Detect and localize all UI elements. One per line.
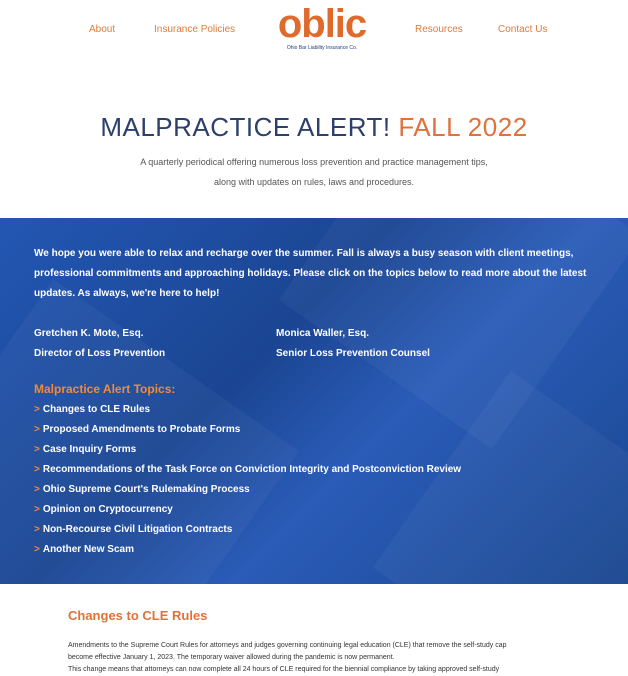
chevron-right-icon: > <box>34 404 40 415</box>
chevron-right-icon: > <box>34 464 40 475</box>
nav-about[interactable]: About <box>89 24 116 35</box>
topic-link-probate-forms[interactable] <box>34 420 461 440</box>
topic-link-rulemaking[interactable] <box>34 480 461 500</box>
subtitle-line-1: A quarterly periodical offering numerous loss prevention and practice management tips, <box>140 157 488 167</box>
section-body-line: become effective January 1, 2023. The temporary waiver allowed during the pandemic is now permanent. <box>68 654 395 661</box>
page-title <box>0 112 628 143</box>
topic-link-case-inquiry[interactable] <box>34 440 461 460</box>
topics-list <box>34 400 461 560</box>
topic-label: Non-Recourse Civil Litigation Contracts <box>42 524 233 535</box>
signature-mote <box>34 324 165 364</box>
subtitle-line-2: along with updates on rules, laws and procedures. <box>213 177 415 187</box>
topics-heading: Malpractice Alert Topics: <box>34 382 176 396</box>
chevron-right-icon: > <box>34 484 40 495</box>
topic-label: Changes to CLE Rules <box>42 404 151 415</box>
chevron-right-icon: > <box>34 444 40 455</box>
chevron-right-icon: > <box>34 504 40 515</box>
section-heading: Changes to CLE Rules <box>68 608 208 623</box>
logo-wordmark: oblic <box>277 2 367 46</box>
nav-resources[interactable]: Resources <box>415 24 463 35</box>
title-main: MALPRACTICE ALERT! <box>100 112 391 142</box>
nav-insurance-policies[interactable]: Insurance Policies <box>154 24 236 35</box>
chevron-right-icon: > <box>34 544 40 555</box>
section-body-line: Amendments to the Supreme Court Rules for attorneys and judges governing continuing legal education (CLE) that remove the self-study cap <box>68 642 507 649</box>
chevron-right-icon: > <box>34 524 40 535</box>
page-subtitle <box>100 152 528 192</box>
signature-name: Gretchen K. Mote, Esq. <box>34 328 144 339</box>
topic-label: Proposed Amendments to Probate Forms <box>42 424 241 435</box>
topic-link-litigation-contracts[interactable] <box>34 520 461 540</box>
signature-title: Director of Loss Prevention <box>34 348 166 359</box>
topic-label: Case Inquiry Forms <box>42 444 137 455</box>
top-navigation <box>0 0 628 60</box>
topic-label: Ohio Supreme Court's Rulemaking Process <box>42 484 250 495</box>
topic-label: Recommendations of the Task Force on Conviction Integrity and Postconviction Review <box>42 464 462 475</box>
signature-name: Monica Waller, Esq. <box>276 328 369 339</box>
signature-title: Senior Loss Prevention Counsel <box>276 348 430 359</box>
nav-contact-us[interactable]: Contact Us <box>498 24 548 35</box>
topic-link-cle-rules[interactable] <box>34 400 461 420</box>
chevron-right-icon: > <box>34 424 40 435</box>
logo-tagline: Ohio Bar Liability Insurance Co. <box>286 45 358 51</box>
section-body-line: This change means that attorneys can now complete all 24 hours of CLE required for the biennial compliance by taking approved self-study <box>68 666 500 673</box>
intro-text: We hope you were able to relax and recharge over the summer. Fall is always a busy season with client meetings, professional commitments and approaching holidays. Please click on the topics below to read more about the latest updates. As always, we're here to help! <box>34 248 587 299</box>
topic-link-new-scam[interactable] <box>34 540 461 560</box>
title-accent: FALL 2022 <box>398 112 528 142</box>
intro-band <box>0 218 628 584</box>
topic-label: Another New Scam <box>42 544 134 555</box>
signature-waller <box>276 324 430 364</box>
topic-link-task-force[interactable] <box>34 460 461 480</box>
topic-label: Opinion on Cryptocurrency <box>42 504 173 515</box>
topic-link-cryptocurrency[interactable] <box>34 500 461 520</box>
oblic-logo[interactable] <box>274 4 370 56</box>
